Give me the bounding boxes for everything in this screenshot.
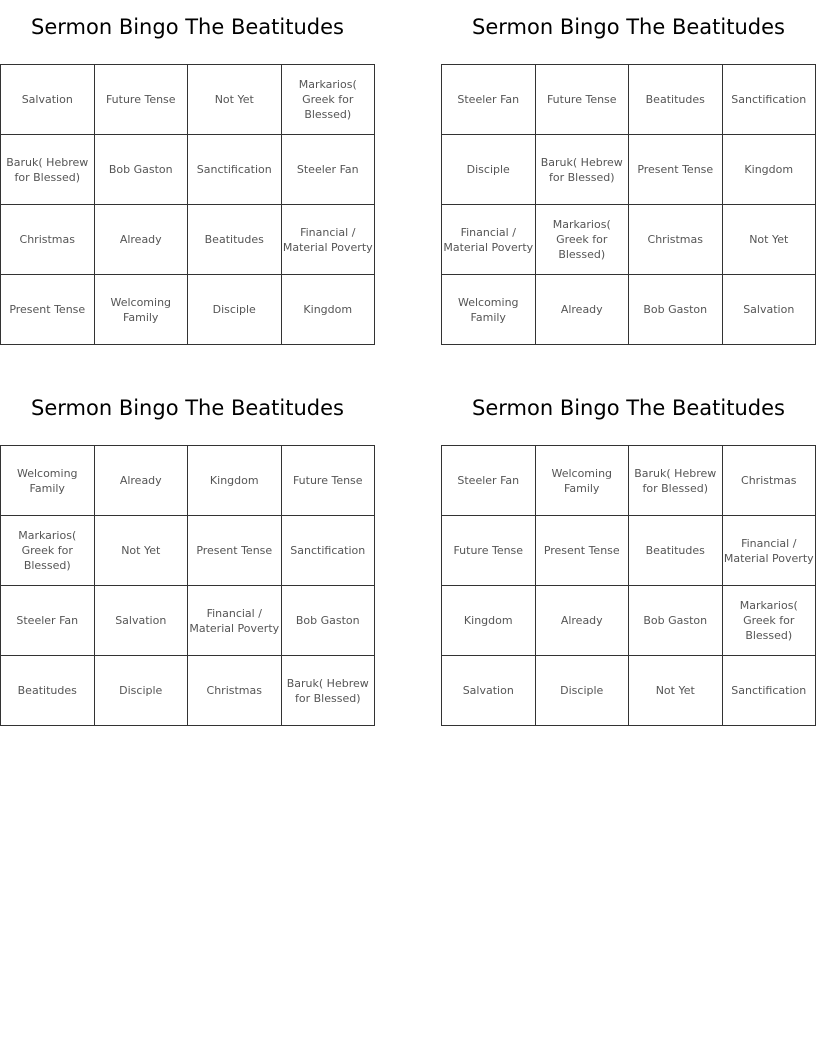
bingo-cell: Kingdom — [442, 586, 536, 656]
bingo-cell: Future Tense — [281, 446, 375, 516]
grid-row — [442, 516, 816, 586]
bingo-cell: Markarios( Greek for Blessed) — [535, 205, 629, 275]
grid-row — [442, 656, 816, 726]
bingo-cell: Not Yet — [722, 205, 816, 275]
bingo-cell: Kingdom — [722, 135, 816, 205]
bingo-cell: Sanctification — [281, 516, 375, 586]
bingo-cell: Already — [535, 275, 629, 345]
bingo-cell: Future Tense — [535, 65, 629, 135]
bingo-cell: Steeler Fan — [1, 586, 95, 656]
bingo-cell: Disciple — [442, 135, 536, 205]
bingo-cell: Baruk( Hebrew for Blessed) — [1, 135, 95, 205]
bingo-cell: Not Yet — [629, 656, 723, 726]
bingo-cell: Kingdom — [281, 275, 375, 345]
bingo-cell: Already — [535, 586, 629, 656]
grid-row — [1, 275, 375, 345]
bingo-cell: Baruk( Hebrew for Blessed) — [535, 135, 629, 205]
grid-row — [442, 275, 816, 345]
bingo-cell: Beatitudes — [1, 656, 95, 726]
bingo-cell: Sanctification — [722, 65, 816, 135]
bingo-cell: Salvation — [1, 65, 95, 135]
bingo-cell: Markarios( Greek for Blessed) — [722, 586, 816, 656]
bingo-cell: Already — [94, 446, 188, 516]
bingo-cell: Welcoming Family — [94, 275, 188, 345]
bingo-cell: Present Tense — [535, 516, 629, 586]
grid-row — [442, 65, 816, 135]
bingo-cell: Steeler Fan — [442, 65, 536, 135]
bingo-cell: Steeler Fan — [281, 135, 375, 205]
bingo-cell: Christmas — [722, 446, 816, 516]
grid-row — [442, 446, 816, 516]
bingo-cell: Sanctification — [722, 656, 816, 726]
bingo-cell: Bob Gaston — [629, 586, 723, 656]
bingo-cell: Markarios( Greek for Blessed) — [281, 65, 375, 135]
bingo-cell: Financial / Material Poverty — [442, 205, 536, 275]
grid-row — [1, 586, 375, 656]
bingo-cell: Salvation — [94, 586, 188, 656]
bingo-cell: Salvation — [442, 656, 536, 726]
bingo-cell: Christmas — [629, 205, 723, 275]
bingo-cell: Not Yet — [188, 65, 282, 135]
grid-row — [1, 516, 375, 586]
bingo-cell: Beatitudes — [629, 65, 723, 135]
bingo-cell: Baruk( Hebrew for Blessed) — [629, 446, 723, 516]
bingo-cell: Bob Gaston — [94, 135, 188, 205]
bingo-cell: Disciple — [535, 656, 629, 726]
grid-row — [442, 586, 816, 656]
bingo-cell: Future Tense — [442, 516, 536, 586]
bingo-cell: Christmas — [1, 205, 95, 275]
bingo-cell: Financial / Material Poverty — [188, 586, 282, 656]
bingo-grid — [441, 64, 816, 345]
bingo-cell: Not Yet — [94, 516, 188, 586]
bingo-cell: Beatitudes — [188, 205, 282, 275]
bingo-cell: Christmas — [188, 656, 282, 726]
bingo-cell: Disciple — [188, 275, 282, 345]
bingo-cell: Sanctification — [188, 135, 282, 205]
bingo-cell: Kingdom — [188, 446, 282, 516]
bingo-cell: Welcoming Family — [535, 446, 629, 516]
grid-row — [1, 656, 375, 726]
bingo-grid — [441, 445, 816, 726]
bingo-cell: Future Tense — [94, 65, 188, 135]
bingo-grid — [0, 445, 375, 726]
bingo-cell: Present Tense — [1, 275, 95, 345]
bingo-cell: Financial / Material Poverty — [281, 205, 375, 275]
grid-row — [1, 135, 375, 205]
grid-row — [1, 65, 375, 135]
bingo-grid — [0, 64, 375, 345]
bingo-cell: Bob Gaston — [281, 586, 375, 656]
card-title: Sermon Bingo The Beatitudes — [472, 15, 785, 39]
grid-row — [442, 205, 816, 275]
bingo-cell: Welcoming Family — [442, 275, 536, 345]
bingo-cell: Bob Gaston — [629, 275, 723, 345]
bingo-cell: Present Tense — [188, 516, 282, 586]
bingo-cell: Baruk( Hebrew for Blessed) — [281, 656, 375, 726]
bingo-cell: Disciple — [94, 656, 188, 726]
grid-row — [442, 135, 816, 205]
bingo-cell: Salvation — [722, 275, 816, 345]
bingo-cell: Present Tense — [629, 135, 723, 205]
grid-row — [1, 205, 375, 275]
card-title: Sermon Bingo The Beatitudes — [31, 396, 344, 420]
card-title: Sermon Bingo The Beatitudes — [31, 15, 344, 39]
bingo-cell: Welcoming Family — [1, 446, 95, 516]
card-title: Sermon Bingo The Beatitudes — [472, 396, 785, 420]
bingo-cell: Markarios( Greek for Blessed) — [1, 516, 95, 586]
bingo-cell: Beatitudes — [629, 516, 723, 586]
bingo-cell: Financial / Material Poverty — [722, 516, 816, 586]
grid-row — [1, 446, 375, 516]
bingo-cell: Steeler Fan — [442, 446, 536, 516]
bingo-cell: Already — [94, 205, 188, 275]
